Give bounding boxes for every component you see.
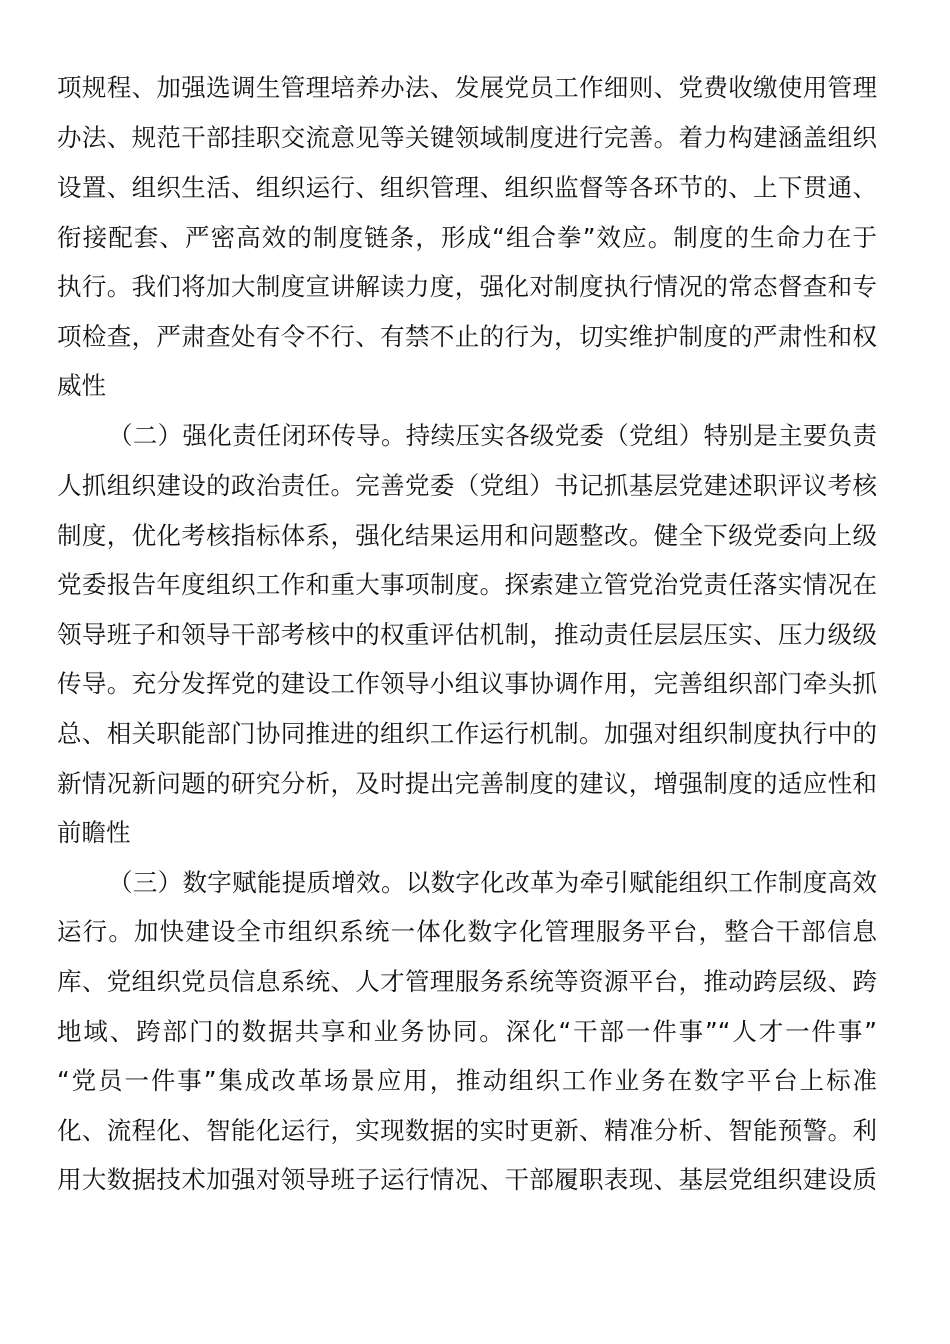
text-line: 项规程、加强选调生管理培养办法、发展党员工作细则、党费收缴使用管理 [57, 73, 877, 102]
text-line: 化、流程化、智能化运行，实现数据的实时更新、精准分析、智能预警。利 [57, 1116, 877, 1145]
text-line: 执行。我们将加大制度宣讲解读力度，强化对制度执行情况的常态督查和专 [57, 272, 877, 301]
text-line: 威性 [57, 371, 106, 400]
text-line: 设置、组织生活、组织运行、组织管理、组织监督等各环节的、上下贯通、 [57, 173, 877, 202]
text-line: 项检查，严肃查处有令不行、有禁不止的行为，切实维护制度的严肃性和权 [57, 322, 877, 351]
text-line: 前瞻性 [57, 818, 131, 847]
text-line: 领导班子和领导干部考核中的权重评估机制，推动责任层层压实、压力级级 [57, 620, 877, 649]
section-heading-line: （二）强化责任闭环传导。持续压实各级党委（党组）特别是主要负责 [108, 421, 877, 450]
text-line: 库、党组织党员信息系统、人才管理服务系统等资源平台，推动跨层级、跨 [57, 967, 877, 996]
text-line: 人抓组织建设的政治责任。完善党委（党组）书记抓基层党建述职评议考核 [57, 471, 877, 500]
text-line: 地域、跨部门的数据共享和业务协同。深化“干部一件事”“人才一件事” [57, 1017, 877, 1046]
text-line: 新情况新问题的研究分析，及时提出完善制度的建议，增强制度的适应性和 [57, 769, 877, 798]
section-heading-line: （三）数字赋能提质增效。以数字化改革为牵引赋能组织工作制度高效 [108, 868, 877, 897]
text-line: 办法、规范干部挂职交流意见等关键领域制度进行完善。着力构建涵盖组织 [57, 123, 877, 152]
text-line: 传导。充分发挥党的建设工作领导小组议事协调作用，完善组织部门牵头抓 [57, 669, 877, 698]
text-line: 用大数据技术加强对领导班子运行情况、干部履职表现、基层党组织建设质 [57, 1165, 877, 1194]
text-line: 总、相关职能部门协同推进的组织工作运行机制。加强对组织制度执行中的 [57, 719, 877, 748]
text-line: “党员一件事”集成改革场景应用，推动组织工作业务在数字平台上标准 [57, 1066, 877, 1095]
text-line: 党委报告年度组织工作和重大事项制度。探索建立管党治党责任落实情况在 [57, 570, 877, 599]
text-line: 制度，优化考核指标体系，强化结果运用和问题整改。健全下级党委向上级 [57, 521, 877, 550]
text-line: 运行。加快建设全市组织系统一体化数字化管理服务平台，整合干部信息 [57, 917, 877, 946]
text-line: 衔接配套、严密高效的制度链条，形成“组合拳”效应。制度的生命力在于 [57, 223, 877, 252]
